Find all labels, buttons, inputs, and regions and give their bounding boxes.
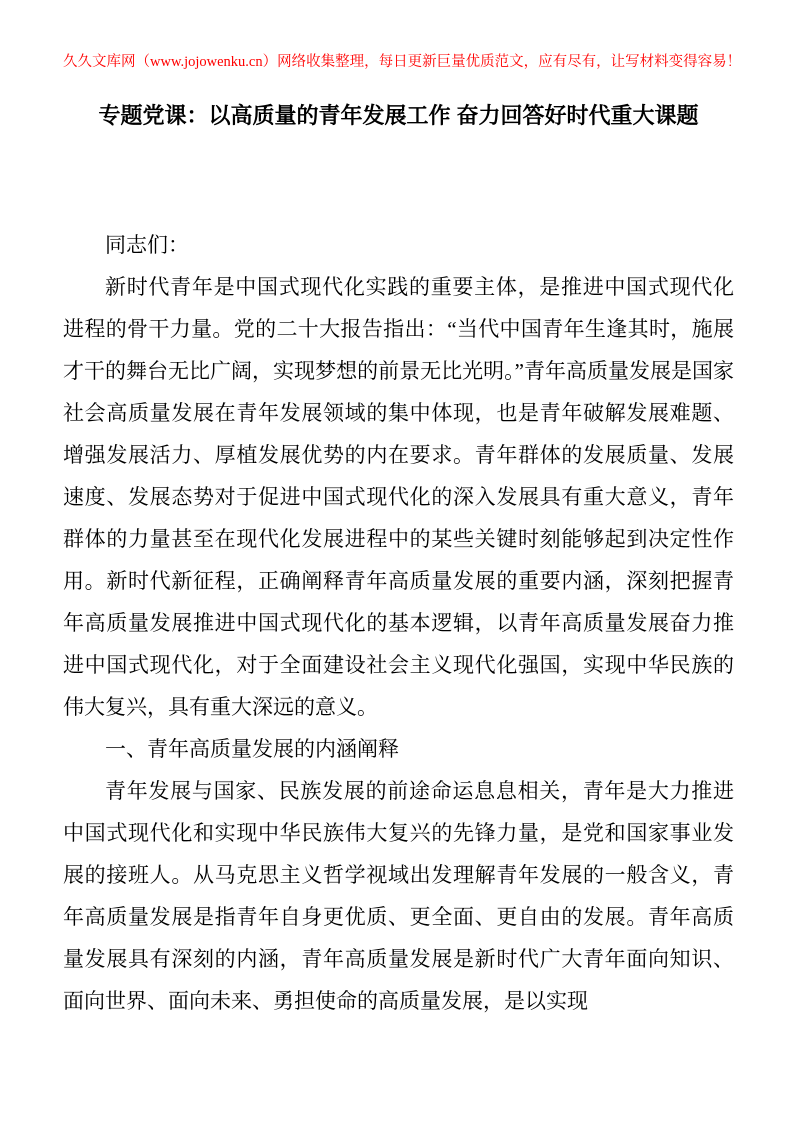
- salutation-paragraph: 同志们：: [105, 233, 189, 257]
- section-1-paragraph: 青年发展与国家、民族发展的前途命运息息相关，青年是大力推进中国式现代化和实现中华民族伟大复兴的先锋力量，是党和国家事业发展的接班人。从马克思主义哲学视域出发理解青年发展的一般含义，青年高质量发展是指青年自身更优质、更全面、更自由的发展。青年高质量发展具有深刻的内涵，青年高质量发展是新时代广大青年面向知识、面向世界、面向未来、勇担使命的高质量发展，是以实现: [63, 779, 734, 1013]
- section-heading-1: 一、青年高质量发展的内涵阐释: [105, 737, 399, 761]
- site-watermark-header: 久久文库网（www.jojowenku.cn）网络收集整理，每日更新巨量优质范文，应有尽有，让写材料变得容易！: [63, 54, 742, 70]
- intro-paragraph: 新时代青年是中国式现代化实践的重要主体，是推进中国式现代化进程的骨干力量。党的二十大报告指出：“当代中国青年生逢其时，施展才干的舞台无比广阔，实现梦想的前景无比光明。”青年高质量发展是国家社会高质量发展在青年发展领域的集中体现，也是青年破解发展难题、增强发展活力、厚植发展优势的内在要求。青年群体的发展质量、发展速度、发展态势对于促进中国式现代化的深入发展具有重大意义，青年群体的力量甚至在现代化发展进程中的某些关键时刻能够起到决定性作用。新时代新征程，正确阐释青年高质量发展的重要内涵，深刻把握青年高质量发展推进中国式现代化的基本逻辑，以青年高质量发展奋力推进中国式现代化，对于全面建设社会主义现代化强国，实现中华民族的伟大复兴，具有重大深远的意义。: [63, 275, 734, 719]
- document-title: 专题党课：以高质量的青年发展工作 奋力回答好时代重大课题: [98, 103, 699, 128]
- document-body: [63, 224, 734, 1022]
